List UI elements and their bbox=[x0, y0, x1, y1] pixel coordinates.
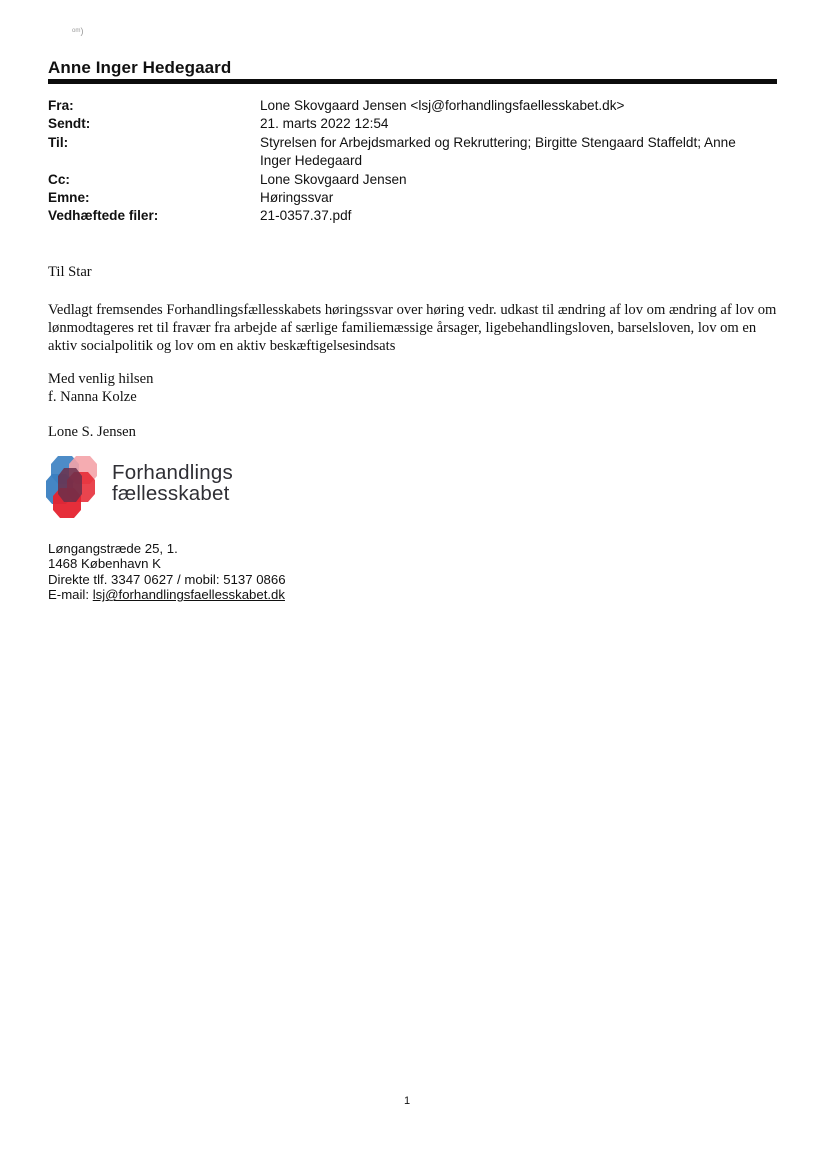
email-link[interactable]: lsj@forhandlingsfaellesskabet.dk bbox=[92, 587, 285, 603]
header-row-from bbox=[48, 97, 778, 115]
email-closing bbox=[48, 370, 153, 406]
header-row-cc bbox=[48, 171, 778, 189]
attachment-file[interactable]: 21-0357.37.pdf bbox=[260, 208, 352, 224]
logo-line-2: fællesskabet bbox=[112, 482, 230, 505]
attachments-label: Vedhæftede filer: bbox=[48, 208, 159, 224]
email-greeting: Til Star bbox=[48, 264, 92, 280]
email-label: E-mail: bbox=[48, 587, 93, 603]
logo-line-1: Forhandlings bbox=[112, 461, 233, 484]
email-body-paragraph: Vedlagt fremsendes Forhandlingsfællesskabets høringssvar over høring vedr. udkast til ændring af lov om ændring af lov om lønmodtageres ret til fravær fra arbejde af særlige familiemæssige årsager, ligebehandlingsloven, barselsloven, lov om en aktiv socialpolitik og lov om en aktiv beskæftigelsesindsats bbox=[48, 302, 777, 354]
header-row-to bbox=[48, 134, 778, 171]
signature-address-block bbox=[48, 541, 286, 603]
address-phone: Direkte tlf. 3347 0627 / mobil: 5137 0866 bbox=[48, 571, 286, 587]
address-city: 1468 København K bbox=[48, 556, 161, 572]
header-row-sent bbox=[48, 115, 778, 133]
email-signer: Lone S. Jensen bbox=[48, 424, 136, 440]
address-email-line bbox=[48, 587, 286, 602]
closing-line-on-behalf: f. Nanna Kolze bbox=[48, 389, 137, 405]
cc-label: Cc: bbox=[48, 171, 70, 187]
to-value: Styrelsen for Arbejdsmarked og Rekruttering; Birgitte Stengaard Staffeldt; Anne Inger Hedegaard bbox=[260, 134, 736, 169]
page-number: 1 bbox=[404, 1095, 411, 1107]
header-divider bbox=[48, 79, 777, 84]
cc-value: Lone Skovgaard Jensen bbox=[260, 171, 407, 187]
from-label: Fra: bbox=[48, 98, 74, 113]
header-row-subject bbox=[48, 189, 778, 207]
mailbox-owner-name: Anne Inger Hedegaard bbox=[48, 58, 232, 77]
sent-value: 21. marts 2022 12:54 bbox=[260, 116, 389, 132]
address-street: Løngangstræde 25, 1. bbox=[48, 541, 178, 556]
to-label: Til: bbox=[48, 134, 69, 150]
subject-label: Emne: bbox=[48, 190, 90, 206]
header-row-attachments bbox=[48, 207, 778, 225]
email-headers bbox=[48, 97, 778, 226]
closing-line-regards: Med venlig hilsen bbox=[48, 371, 154, 387]
from-value: Lone Skovgaard Jensen <lsj@forhandlingsfaellesskabet.dk> bbox=[260, 98, 625, 113]
subject-value: Høringssvar bbox=[260, 190, 334, 206]
sent-label: Sendt: bbox=[48, 116, 91, 132]
logo-wordmark bbox=[112, 462, 233, 504]
scan-mark: ᵒᵐ) bbox=[72, 26, 84, 36]
